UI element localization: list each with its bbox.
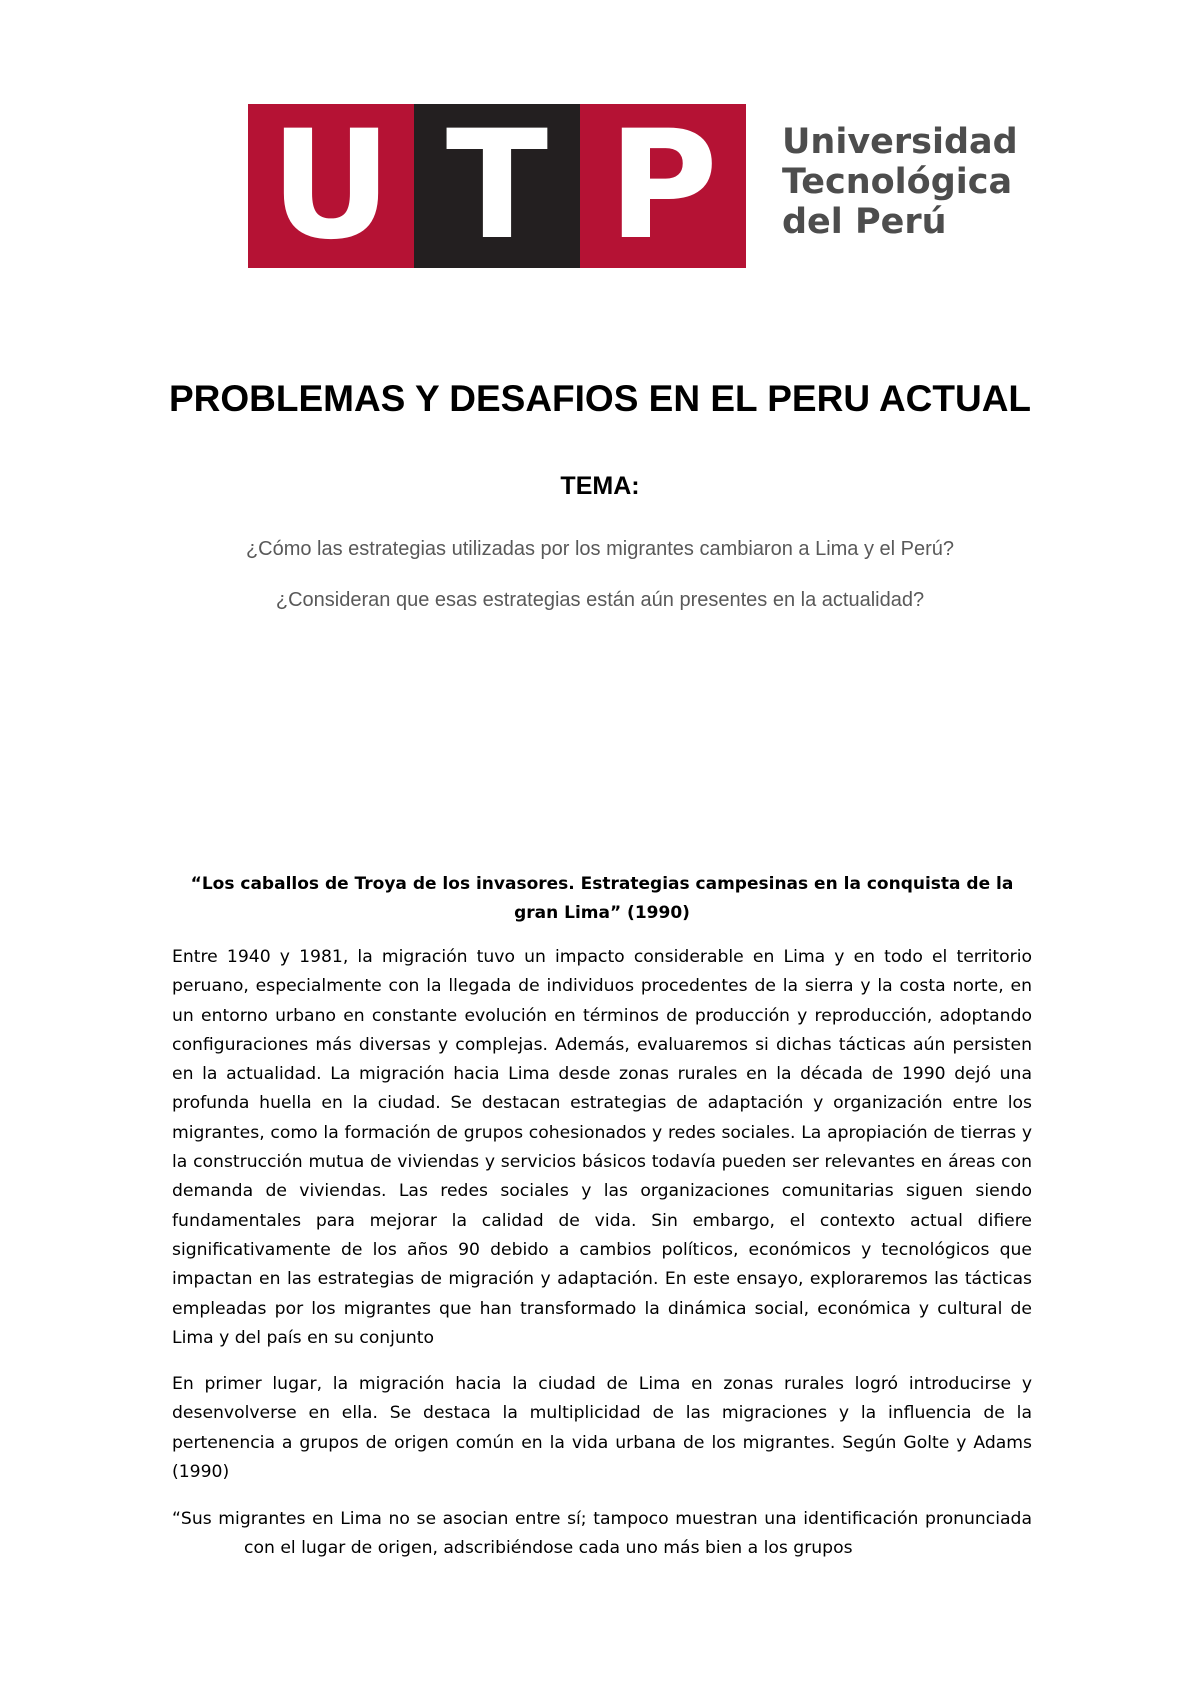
university-name: [782, 122, 1018, 242]
university-name-line-2: Tecnológica: [782, 162, 1013, 202]
paragraph-1: Entre 1940 y 1981, la migración tuvo un impacto considerable en Lima y en todo el territorio peruano, especialmente con la llegada de individuos procedentes de la sierra y la costa norte, en un entorno urbano en constante evolución en términos de producción y reproducción, adoptando configuraciones más diversas y complejas. Además, evaluaremos si dichas tácticas aún persisten en la actualidad. La migración hacia Lima desde zonas rurales en la década de 1990 dejó una profunda huella en la ciudad. Se destacan estrategias de adaptación y organización entre los migrantes, como la formación de grupos cohesionados y redes sociales. La apropiación de tierras y la construcción mutua de viviendas y servicios básicos todavía pueden ser relevantes en áreas con demanda de viviendas. Las redes sociales y las organizaciones comunitarias siguen siendo fundamentales para mejorar la calidad de vida. Sin embargo, el contexto actual difiere significativamente de los años 90 debido a cambios políticos, económicos y tecnológicos que impactan en las estrategias de migración y adaptación. En este ensayo, exploraremos las tácticas empleadas por los migrantes que han transformado la dinámica social, económica y cultural de Lima y del país en su conjunto: [172, 947, 1032, 1348]
document-title: PROBLEMAS Y DESAFIOS EN EL PERU ACTUAL: [168, 378, 1032, 419]
tema-label: TEMA:: [560, 472, 640, 500]
utp-logo: [248, 99, 746, 273]
logo-block-t: [414, 99, 580, 273]
paragraph-2: En primer lugar, la migración hacia la ciudad de Lima en zonas rurales logró introducirse y desenvolverse en ella. Se destaca la multiplicidad de las migraciones y la influencia de la pertenencia a grupos de origen común en la vida urbana de los migrantes. Según Golte y Adams (1990): [172, 1374, 1032, 1482]
question-1: ¿Cómo las estrategias utilizadas por los migrantes cambiaron a Lima y el Perú?: [245, 538, 955, 560]
question-2: ¿Consideran que esas estrategias están aún presentes en la actualidad?: [275, 589, 925, 611]
university-name-line-1: Universidad: [782, 122, 1018, 162]
logo-letter-p: P: [608, 99, 718, 273]
logo-block-p: [580, 99, 746, 273]
logo-letter-u: U: [270, 99, 392, 273]
university-name-line-3: del Perú: [782, 202, 947, 242]
essay-title: “Los caballos de Troya de los invasores. Estrategias campesinas en la conquista de la gran Lima” (1990): [190, 874, 1014, 923]
logo-block-u: [248, 99, 414, 273]
block-quote: “Sus migrantes en Lima no se asocian entre sí; tampoco muestran una identificación pronunciada con el lugar de origen, adscribiéndose cada uno más bien a los grupos: [172, 1509, 1032, 1559]
logo-letter-t: T: [445, 99, 549, 273]
